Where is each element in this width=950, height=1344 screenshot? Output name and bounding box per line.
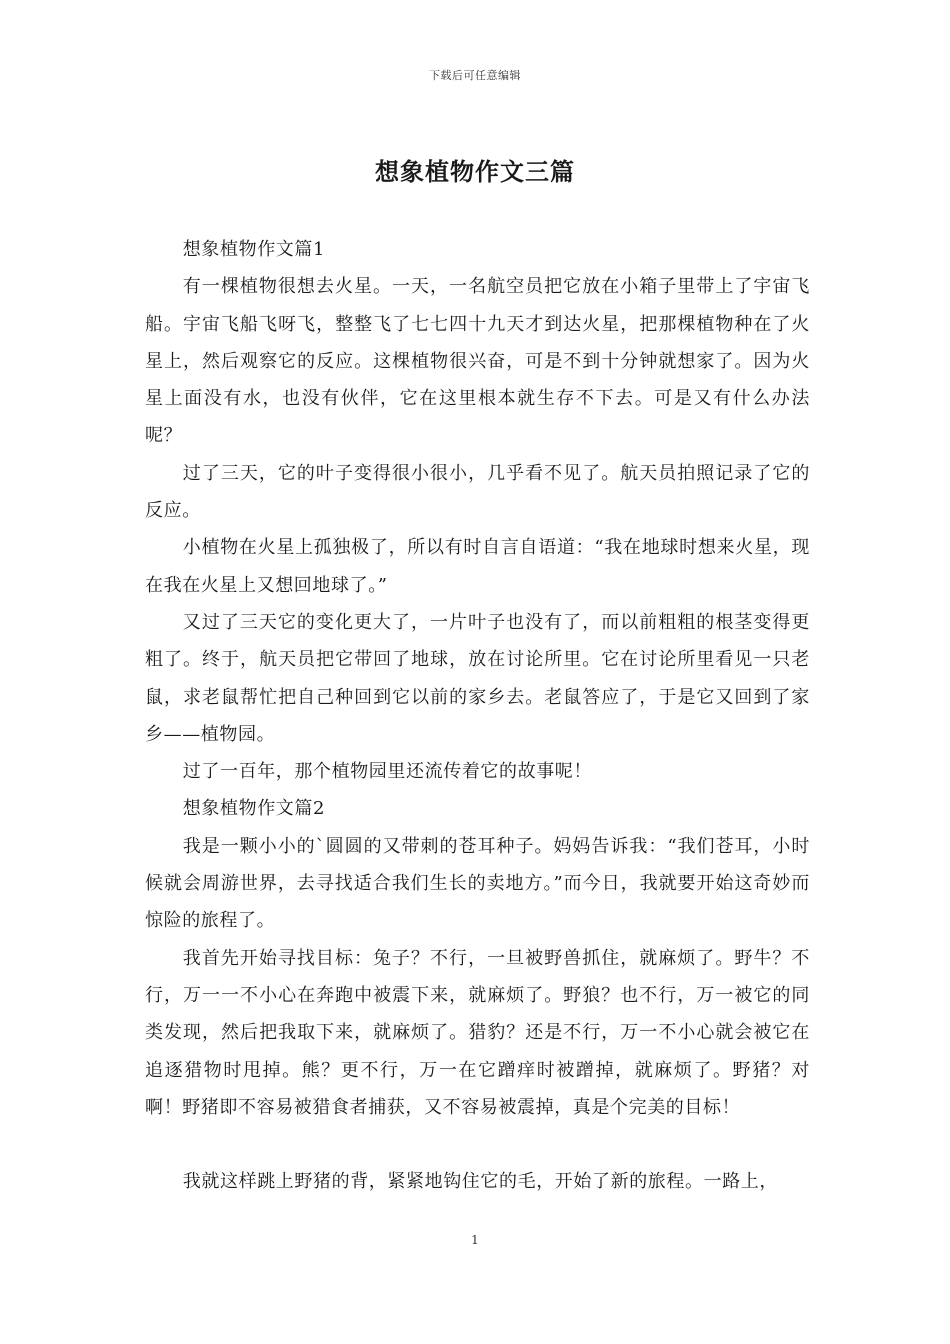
paragraph: 过了三天，它的叶子变得很小很小，几乎看不见了。航天员拍照记录了它的反应。 — [145, 462, 810, 522]
document-body — [145, 231, 810, 1201]
document-title: 想象植物作文三篇 — [375, 157, 575, 186]
paragraph: 又过了三天它的变化更大了，一片叶子也没有了，而以前粗粗的根茎变得更粗了。终于，航天员把它带回了地球，放在讨论所里。它在讨论所里看见一只老鼠，求老鼠帮忙把自己种回到它以前的家乡去。老鼠答应了，于是它又回到了家乡——植物园。 — [145, 611, 810, 745]
header-note: 下载后可任意编辑 — [429, 69, 521, 82]
paragraph: 过了一百年，那个植物园里还流传着它的故事呢！ — [182, 761, 592, 783]
paragraph: 我首先开始寻找目标：兔子？不行，一旦被野兽抓住，就麻烦了。野牛？不行，万一一不小心在奔跑中被震下来，就麻烦了。野狼？也不行，万一被它的同类发现，然后把我取下来，就麻烦了。猎豹？还是不行，万一不小心就会被它在追逐猎物时甩掉。熊？更不行，万一在它蹭痒时被蹭掉，就麻烦了。野猪？对啊！野猪即不容易被猎食者捕获，又不容易被震掉，真是个完美的目标！ — [145, 947, 810, 1118]
page-number: 1 — [471, 1233, 479, 1247]
paragraph: 有一棵植物很想去火星。一天，一名航空员把它放在小箱子里带上了宇宙飞船。宇宙飞船飞呀飞，整整飞了七七四十九天才到达火星，把那棵植物种在了火星上，然后观察它的反应。这棵植物很兴奋，可是不到十分钟就想家了。因为火星上面没有水，也没有伙伴，它在这里根本就生存不下去。可是又有什么办法呢？ — [145, 276, 810, 447]
paragraph: 小植物在火星上孤独极了，所以有时自言自语道：“我在地球时想来火星，现在我在火星上又想回地球了。” — [145, 537, 810, 596]
blank-line — [145, 1126, 810, 1163]
paragraph: 我就这样跳上野猪的背，紧紧地钩住它的毛，开始了新的旅程。一路上， — [182, 1171, 778, 1193]
section-heading-1: 想象植物作文篇1 — [182, 239, 326, 260]
section-heading-2: 想象植物作文篇2 — [182, 798, 326, 820]
paragraph: 我是一颗小小的`圆圆的又带刺的苍耳种子。妈妈告诉我：“我们苍耳，小时候就会周游世界，去寻找适合我们生长的卖地方。”而今日，我就要开始这奇妙而惊险的旅程了。 — [145, 835, 810, 932]
